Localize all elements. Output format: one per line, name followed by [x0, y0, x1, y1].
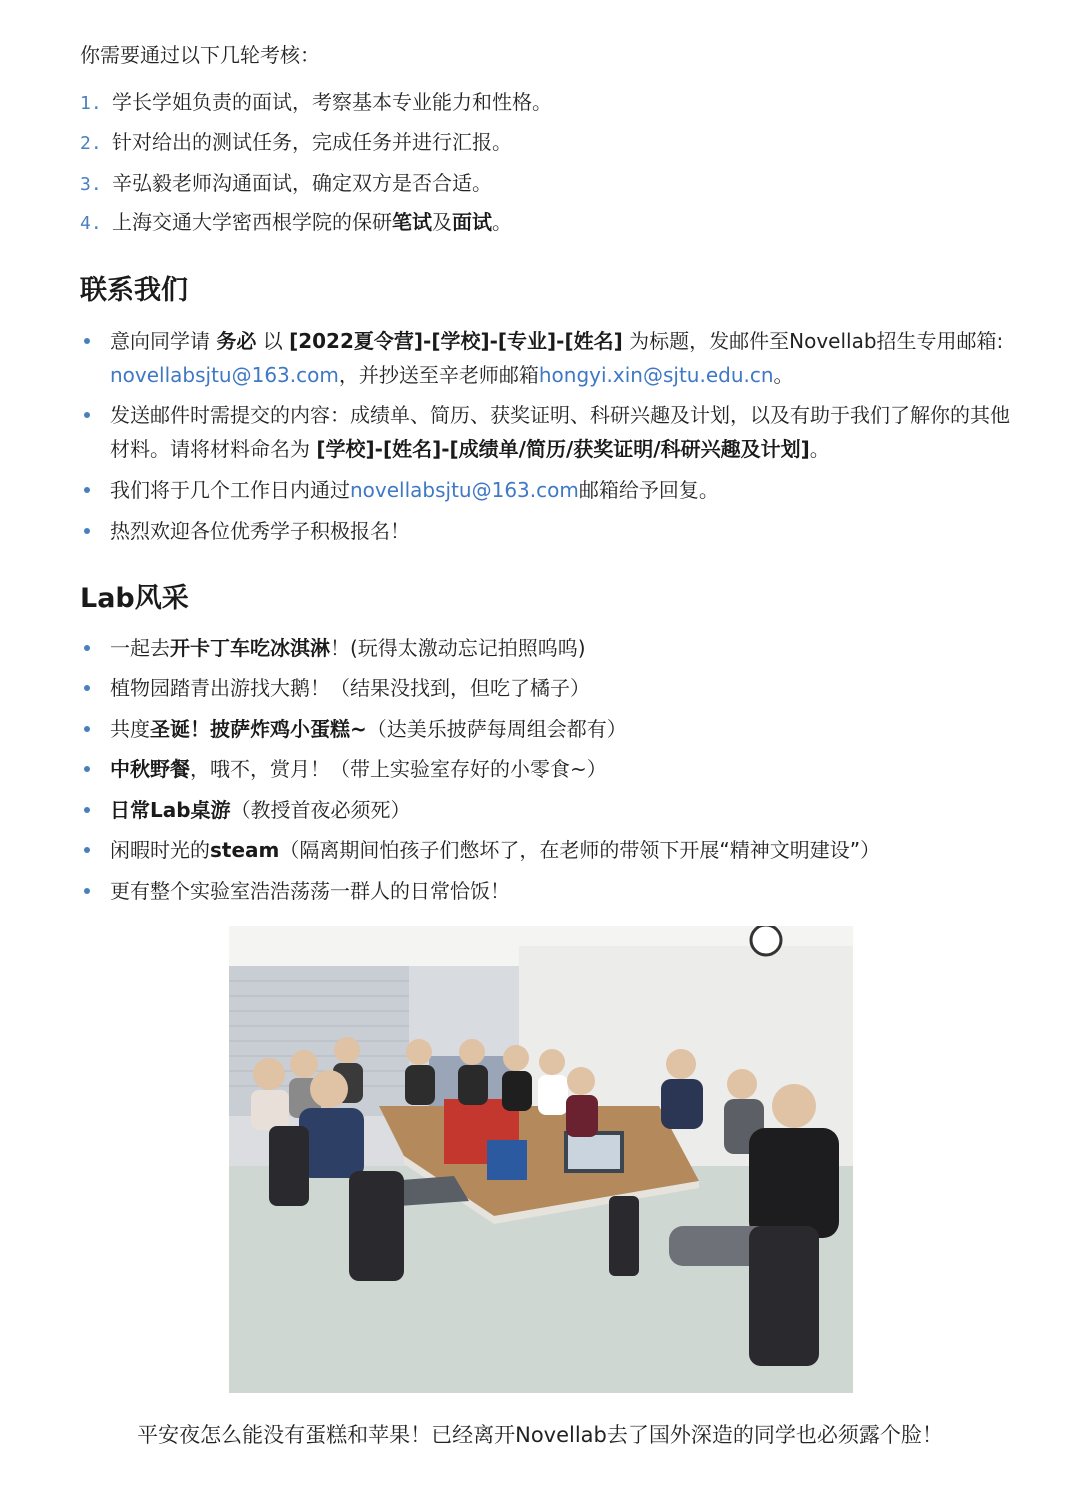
- item-text: 闲暇时光的: [110, 838, 210, 862]
- item-text: ！(玩得太激动忘记拍照呜呜): [330, 636, 586, 660]
- item-text: 。: [809, 437, 830, 461]
- lab-item-1: [80, 631, 1010, 665]
- bullet-icon: [84, 807, 90, 813]
- wall-clock: [751, 926, 781, 955]
- item-bold: steam: [210, 838, 280, 862]
- item-text: 以: [256, 329, 290, 353]
- step-text: 辛弘毅老师沟通面试，确定双方是否合适。: [112, 171, 492, 195]
- step-bold: 笔试: [392, 210, 432, 234]
- item-text: 邮箱给予回复。: [578, 478, 719, 502]
- item-bold: 日常Lab桌游: [110, 798, 231, 822]
- step-number: 2.: [80, 133, 102, 154]
- step-number: 4.: [80, 213, 102, 234]
- step-text: 及: [432, 210, 452, 234]
- group-photo-illustration: [229, 926, 853, 1393]
- item-bold: 开卡丁车吃冰淇淋: [170, 636, 330, 660]
- item-text: （隔离期间怕孩子们憋坏了，在老师的带领下开展“精神文明建设”）: [279, 838, 881, 862]
- lab-item-2: [80, 671, 1010, 705]
- lab-item-6: [80, 833, 1010, 867]
- item-bold: 圣诞！披萨炸鸡小蛋糕~: [150, 717, 367, 741]
- lab-item-3: [80, 712, 1010, 746]
- item-bold: 中秋野餐: [110, 757, 190, 781]
- step-2: [80, 128, 512, 158]
- lab-item-5: [80, 793, 1010, 827]
- item-text: 热烈欢迎各位优秀学子积极报名！: [110, 519, 410, 543]
- bullet-icon: [84, 726, 90, 732]
- step-3: [80, 169, 492, 199]
- lab-group-photo: [229, 926, 853, 1393]
- lab-heading: Lab风采: [80, 583, 189, 614]
- step-1: [80, 88, 552, 118]
- lab-item-7: [80, 874, 1010, 908]
- contact-item-4: [80, 514, 1010, 548]
- step-text: 。: [492, 210, 512, 234]
- item-text: 一起去: [110, 636, 170, 660]
- photo-caption: 平安夜怎么能没有蛋糕和苹果！已经离开Novellab去了国外深造的同学也必须露个脸！: [137, 1423, 943, 1447]
- email-subject-format: [2022夏令营]-[学校]-[专业]-[姓名]: [289, 329, 623, 353]
- item-text: ，并抄送至辛老师邮箱: [338, 363, 539, 387]
- item-text: 共度: [110, 717, 150, 741]
- item-text: 植物园踏青出游找大鹅！（结果没找到，但吃了橘子）: [110, 676, 590, 700]
- email-link-novellab[interactable]: novellabsjtu@163.com: [110, 363, 339, 387]
- contact-item-3: [80, 473, 1010, 507]
- item-text: 。: [773, 363, 794, 387]
- item-text: 我们将于几个工作日内通过: [110, 478, 350, 502]
- bullet-icon: [84, 888, 90, 894]
- email-link-hongyi[interactable]: hongyi.xin@sjtu.edu.cn: [538, 363, 774, 387]
- contact-item-2: [80, 398, 1010, 466]
- item-text: 为标题，发邮件至Novellab招生专用邮箱:: [622, 329, 1004, 353]
- bullet-icon: [84, 528, 90, 534]
- item-text: 意向同学请: [110, 329, 217, 353]
- item-text: （达美乐披萨每周组会都有）: [366, 717, 627, 741]
- intro-text: 你需要通过以下几轮考核：: [80, 43, 320, 67]
- bullet-icon: [84, 338, 90, 344]
- blue-box: [487, 1140, 527, 1180]
- bullet-icon: [84, 645, 90, 651]
- item-text: （教授首夜必须死）: [230, 798, 411, 822]
- bullet-icon: [84, 847, 90, 853]
- item-text: 发送邮件时需提交的内容：成绩单、简历、获奖证明、科研兴趣及计划，以及有助于我们了解你的其他材料。请将材料命名为: [110, 403, 1010, 461]
- step-number: 3.: [80, 174, 102, 195]
- step-text: 上海交通大学密西根学院的保研: [112, 210, 392, 234]
- step-text: 学长学姐负责的面试，考察基本专业能力和性格。: [112, 90, 552, 114]
- bullet-icon: [84, 766, 90, 772]
- step-text: 针对给出的测试任务，完成任务并进行汇报。: [112, 130, 512, 154]
- step-4: [80, 208, 512, 238]
- contact-item-1: [80, 324, 1010, 392]
- bullet-icon: [84, 487, 90, 493]
- file-name-format: [学校]-[姓名]-[成绩单/简历/获奖证明/科研兴趣及计划]: [316, 437, 810, 461]
- item-text: ，哦不，赏月！（带上实验室存好的小零食~）: [190, 757, 607, 781]
- item-bold: 务必: [216, 329, 257, 353]
- step-number: 1.: [80, 93, 102, 114]
- laptop-display: [568, 1135, 620, 1169]
- item-text: 更有整个实验室浩浩荡荡一群人的日常恰饭！: [110, 879, 510, 903]
- step-bold: 面试: [452, 210, 492, 234]
- email-link-novellab[interactable]: novellabsjtu@163.com: [350, 478, 579, 502]
- lab-item-4: [80, 752, 1010, 786]
- contact-heading: 联系我们: [80, 275, 188, 306]
- bullet-icon: [84, 685, 90, 691]
- bullet-icon: [84, 412, 90, 418]
